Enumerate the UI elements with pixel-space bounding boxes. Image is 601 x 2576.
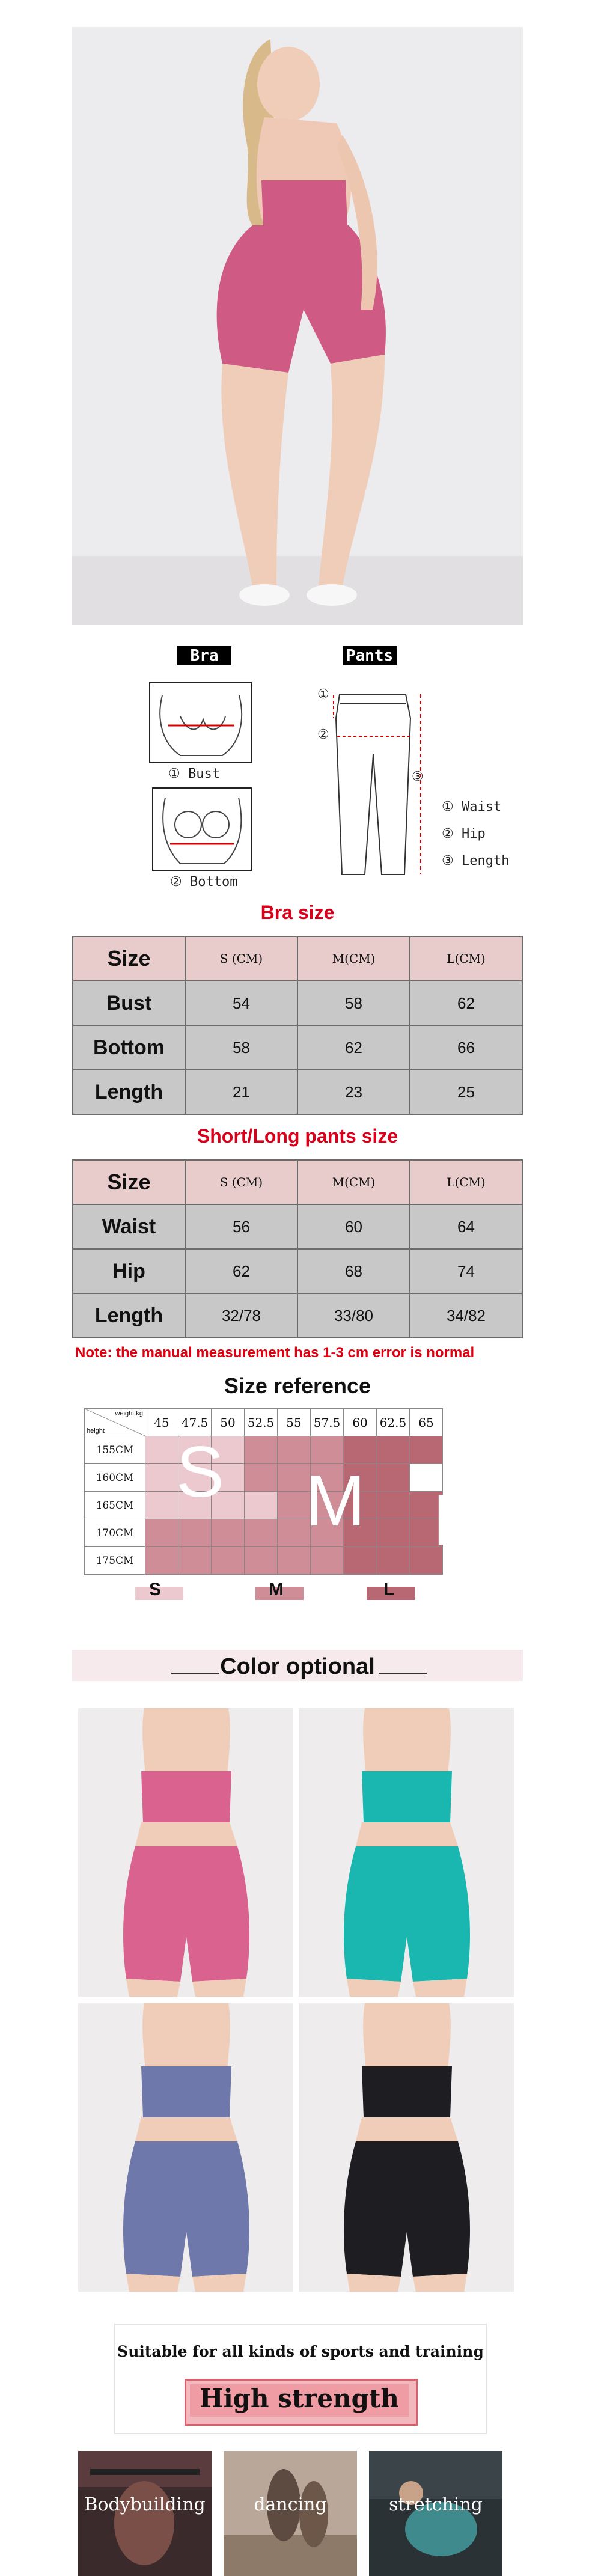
pants-point-waist: ① Waist xyxy=(442,799,502,814)
grid-cell xyxy=(344,1547,377,1575)
row-label: Length xyxy=(73,1293,185,1338)
grid-cell xyxy=(178,1519,212,1547)
height-header: 175CM xyxy=(85,1547,145,1575)
table-row xyxy=(73,1025,522,1070)
row-label: Waist xyxy=(73,1204,185,1249)
activity-stretching-label: stretching xyxy=(389,2494,483,2515)
variant-leg-left xyxy=(347,1979,401,1997)
grid-cell xyxy=(145,1492,178,1519)
title-rule-right xyxy=(379,1673,427,1674)
bra-size-title: Bra size xyxy=(260,902,335,923)
pants-point-hip: ② Hip xyxy=(442,826,486,841)
grid-cell xyxy=(311,1547,344,1575)
table-cell: 34/82 xyxy=(410,1293,522,1338)
variant-bra xyxy=(141,2066,231,2117)
corner-height-label: height xyxy=(87,1427,105,1435)
header-cell: S (CM) xyxy=(185,1160,297,1204)
table-cell: 56 xyxy=(185,1204,297,1249)
table-cell: 33/80 xyxy=(297,1293,410,1338)
table-cell: 60 xyxy=(297,1204,410,1249)
big-letter-m: M xyxy=(305,1460,365,1541)
grid-cell xyxy=(145,1547,178,1575)
variant-leg-right xyxy=(413,1979,467,1997)
grid-cell xyxy=(245,1464,278,1492)
variant-bra xyxy=(362,2066,452,2117)
grid-cell xyxy=(377,1519,410,1547)
height-header: 165CM xyxy=(85,1492,145,1519)
weight-header: 50 xyxy=(212,1409,245,1436)
table-cell: 21 xyxy=(185,1070,297,1114)
pants-diagram xyxy=(316,682,436,887)
grid-cell xyxy=(278,1547,311,1575)
legend-label-m: M xyxy=(269,1579,284,1599)
grid-cell xyxy=(145,1436,178,1464)
grid-cell xyxy=(245,1519,278,1547)
grid-row xyxy=(85,1464,443,1492)
measurement-note: Note: the manual measurement has 1-3 cm error is normal xyxy=(75,1344,475,1361)
table-row xyxy=(73,981,522,1025)
row-label: Length xyxy=(73,1070,185,1114)
grid-cell xyxy=(410,1436,443,1464)
table-row xyxy=(73,1070,522,1114)
grid-cell xyxy=(178,1547,212,1575)
table-row xyxy=(73,1204,522,1249)
legend-label-s: S xyxy=(149,1579,162,1599)
variant-midriff xyxy=(135,1822,237,1846)
pants-marker-2: ② xyxy=(317,727,329,742)
variant-midriff xyxy=(356,1822,458,1846)
weight-header: 52.5 xyxy=(245,1409,278,1436)
color-variant-blue[interactable] xyxy=(78,2003,293,2292)
height-header: 155CM xyxy=(85,1436,145,1464)
color-variant-teal[interactable] xyxy=(299,1708,514,1997)
table-cell: 58 xyxy=(185,1025,297,1070)
variant-leg-right xyxy=(192,1979,246,1997)
grid-row xyxy=(85,1519,443,1547)
corner-weight-label: weight kg xyxy=(115,1410,143,1417)
weight-header: 45 xyxy=(145,1409,178,1436)
table-cell: 74 xyxy=(410,1249,522,1293)
pants-marker-3: ③ xyxy=(412,769,424,784)
header-cell: L(CM) xyxy=(410,936,522,981)
table-cell: 54 xyxy=(185,981,297,1025)
activity-bodybuilding-label: Bodybuilding xyxy=(84,2494,206,2515)
bra-point-bust: ① Bust xyxy=(168,766,220,781)
color-optional-title: Color optional xyxy=(220,1654,375,1679)
pants-size-title: Short/Long pants size xyxy=(197,1125,398,1147)
size-reference-grid xyxy=(84,1408,443,1575)
grid-row xyxy=(85,1547,443,1575)
bra-bottom-diagram xyxy=(152,787,252,871)
grid-cell xyxy=(377,1547,410,1575)
grid-cell xyxy=(377,1492,410,1519)
table-header-row xyxy=(73,936,522,981)
grid-cell xyxy=(377,1436,410,1464)
variant-leg-left xyxy=(126,2274,180,2292)
bra-point-bottom: ② Bottom xyxy=(170,874,238,890)
high-strength-label: High strength xyxy=(200,2384,399,2413)
table-cell: 64 xyxy=(410,1204,522,1249)
table-row xyxy=(73,1249,522,1293)
pants-guide-tag: Pants xyxy=(343,646,397,665)
header-cell: M(CM) xyxy=(297,1160,410,1204)
table-cell: 58 xyxy=(297,981,410,1025)
table-cell: 62 xyxy=(297,1025,410,1070)
weight-header: 60 xyxy=(344,1409,377,1436)
table-header-row xyxy=(73,1160,522,1204)
weight-header: 57.5 xyxy=(311,1409,344,1436)
big-letter-l: L xyxy=(433,1480,473,1560)
grid-cell xyxy=(245,1492,278,1519)
table-cell: 32/78 xyxy=(185,1293,297,1338)
pants-marker-1: ① xyxy=(317,687,329,702)
legend-label-l: L xyxy=(383,1579,395,1599)
header-cell: S (CM) xyxy=(185,936,297,981)
grid-corner xyxy=(85,1409,145,1436)
bra-guide-tag: Bra xyxy=(177,646,231,665)
pants-size-table xyxy=(72,1159,523,1338)
variant-leg-right xyxy=(192,2274,246,2292)
variant-midriff xyxy=(356,2117,458,2141)
header-cell: Size xyxy=(73,936,185,981)
row-label: Bottom xyxy=(73,1025,185,1070)
grid-header-row xyxy=(85,1409,443,1436)
height-header: 160CM xyxy=(85,1464,145,1492)
grid-row xyxy=(85,1436,443,1464)
variant-leg-right xyxy=(413,2274,467,2292)
variant-bra xyxy=(362,1771,452,1822)
weight-header: 65 xyxy=(410,1409,443,1436)
table-cell: 62 xyxy=(185,1249,297,1293)
variant-leg-left xyxy=(126,1979,180,1997)
size-reference-title: Size reference xyxy=(224,1373,371,1398)
big-letter-s: S xyxy=(176,1432,225,1512)
header-cell: L(CM) xyxy=(410,1160,522,1204)
header-cell: Size xyxy=(73,1160,185,1204)
table-cell: 66 xyxy=(410,1025,522,1070)
grid-cell xyxy=(145,1519,178,1547)
row-label: Bust xyxy=(73,981,185,1025)
grid-cell xyxy=(212,1519,245,1547)
height-header: 170CM xyxy=(85,1519,145,1547)
color-variant-black[interactable] xyxy=(299,2003,514,2292)
row-label: Hip xyxy=(73,1249,185,1293)
table-cell: 62 xyxy=(410,981,522,1025)
grid-cell xyxy=(145,1464,178,1492)
header-cell: M(CM) xyxy=(297,936,410,981)
grid-cell xyxy=(245,1436,278,1464)
weight-header: 55 xyxy=(278,1409,311,1436)
pants-point-length: ③ Length xyxy=(442,853,510,868)
bra-bust-diagram xyxy=(149,682,252,763)
bra-size-table xyxy=(72,936,523,1115)
table-cell: 68 xyxy=(297,1249,410,1293)
table-cell: 25 xyxy=(410,1070,522,1114)
grid-cell xyxy=(212,1547,245,1575)
grid-cell xyxy=(245,1547,278,1575)
weight-header: 47.5 xyxy=(178,1409,212,1436)
table-row xyxy=(73,1293,522,1338)
color-variant-pink[interactable] xyxy=(78,1708,293,1997)
variant-leg-left xyxy=(347,2274,401,2292)
variant-midriff xyxy=(135,2117,237,2141)
strength-caption: Suitable for all kinds of sports and training xyxy=(117,2343,484,2360)
activity-dancing-label: dancing xyxy=(254,2494,327,2515)
grid-row xyxy=(85,1492,443,1519)
variant-bra xyxy=(141,1771,231,1822)
table-cell: 23 xyxy=(297,1070,410,1114)
hero-product-photo xyxy=(72,27,523,625)
grid-cell xyxy=(377,1464,410,1492)
weight-header: 62.5 xyxy=(377,1409,410,1436)
